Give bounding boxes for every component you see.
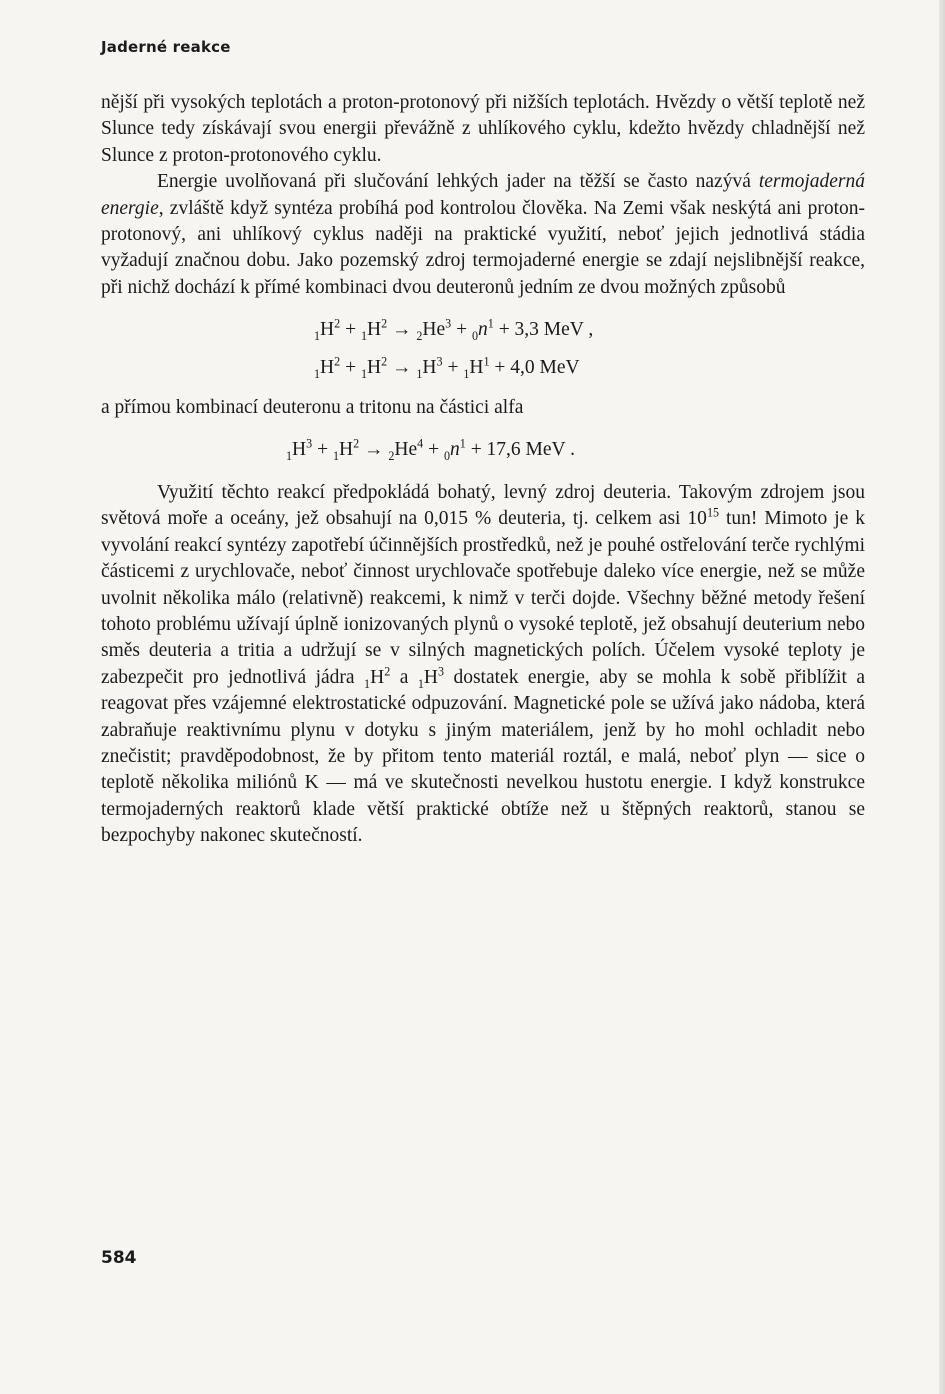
eq2-sub-2: 1: [360, 366, 367, 381]
eq2-sup-2: 2: [381, 354, 388, 369]
eq3-arrow: →: [359, 439, 389, 461]
paragraph-2: [101, 169, 865, 301]
eq1-sup-2: 2: [381, 316, 388, 331]
paragraph-4-part-c: dostatek energie, aby se mohla k sobě přiblížit a reagovat přes vzájemné elektrostatické odpuzování. Magnetické pole se užívá jako nádoba, která zabraňuje reaktivnímu plynu v dotyku s jiným materiálem, jenž by ho mohl ochladit nebo znečistit; pravděpodobnost, že by přitom tento materiál roztál, e malá, neboť plyn — sice o teplotě několika miliónů K — má ve skutečnosti nevelkou hustotu energie. I když konstrukce termojaderných reaktorů klade větší praktické obtíže než u štěpných reaktorů, stanou se bezpochyby nakonec skutečností.: [101, 666, 866, 847]
nucleus-1-symbol: H: [370, 666, 385, 688]
eq1-symbol-1: H: [320, 319, 335, 341]
eq1-symbol-3: He: [422, 319, 446, 341]
equation-1: [101, 317, 865, 343]
eq3-symbol-1: H: [292, 439, 307, 461]
paragraph-4-part-b: tun! Mimoto je k vyvolání reakcí syntézy zapotřebí účinnějších prostředků, než je pouhé ostřelování terče rychlými částicemi z urychlovače, neboť činnost urychlovače spotřebuje daleko více energie, než se může uvolnit několika málo (relativně) reakcemi, k nimž v terči dojde. Všechny běžné metody řešení tohoto problému užívají úplně ionizovaných plynů o vysoké teplotě, jež obsahují deuterium nebo směs deuteria a tritia a udržují se v silných magnetických polích. Účelem vysoké teploty je zabezpečit pro jednotlivá jádra: [101, 508, 865, 688]
eq1-sub-3: 2: [416, 329, 423, 344]
eq3-symbol-2: H: [338, 439, 354, 461]
nucleus-2-sub: 1: [417, 676, 424, 691]
equation-2: [101, 355, 865, 381]
eq2-energy: + 4,0 MeV: [489, 356, 580, 378]
paragraph-4: [101, 480, 865, 850]
eq1-sup-4: 1: [487, 316, 494, 331]
page-edge-shadow: [939, 0, 945, 1394]
eq2-sub-4: 1: [463, 366, 470, 381]
eq3-symbol-4: n: [450, 439, 460, 461]
eq2-symbol-1: H: [320, 356, 335, 378]
eq2-plus-1: +: [340, 356, 361, 378]
eq3-sub-2: 1: [332, 449, 339, 464]
eq3-sub-1: 1: [286, 449, 293, 464]
nucleus-1-sup: 2: [384, 664, 391, 679]
eq3-sup-4: 1: [459, 436, 466, 451]
eq2-sup-1: 2: [334, 354, 341, 369]
eq2-sub-1: 1: [314, 366, 321, 381]
paragraph-1: nější při vysokých teplotách a proton-protonový při nižších teplotách. Hvězdy o větší teplotě než Slunce tedy získávají svou energii převážně z uhlíkového cyklu, kdežto hvězdy chladnější než Slunce z proton-protonového cyklu.: [101, 92, 865, 166]
eq3-sub-3: 2: [388, 449, 395, 464]
nucleus-2-symbol: H: [423, 666, 438, 688]
eq1-plus-2: +: [451, 319, 472, 341]
eq2-symbol-2: H: [366, 356, 382, 378]
eq1-sub-4: 0: [471, 329, 479, 344]
emphasis-term: termojaderná energie: [101, 171, 865, 219]
running-head-title: Jaderné reakce: [101, 38, 231, 56]
eq2-plus-2: +: [442, 356, 464, 378]
paragraph-3: a přímou kombinací deuteronu a tritonu na částici alfa: [101, 397, 524, 419]
paragraph-2-start: Energie uvolňovaná při slučování lehkých jader na těžší se často nazývá: [157, 171, 759, 193]
equation-3: [101, 437, 865, 463]
eq2-symbol-3: H: [422, 356, 437, 378]
nucleus-1-sub: 1: [364, 676, 371, 691]
eq3-sup-3: 4: [417, 436, 424, 451]
eq3-symbol-3: He: [394, 439, 418, 461]
eq1-sup-3: 3: [445, 316, 452, 331]
page-number: 584: [101, 1248, 137, 1268]
eq2-arrow: →: [387, 356, 417, 378]
eq2-sup-3: 3: [436, 354, 443, 369]
eq2-symbol-4: H: [469, 356, 484, 378]
eq1-sub-1: 1: [314, 329, 321, 344]
exponent-15: 15: [706, 505, 720, 520]
eq3-plus-2: +: [423, 439, 444, 461]
body-text: [101, 90, 865, 850]
eq3-plus-1: +: [312, 439, 333, 461]
paragraph-4-part-a: Využití těchto reakcí předpokládá bohatý, levný zdroj deuteria. Takovým zdrojem jsou světová moře a oceány, jež obsahují na 0,015 % deuteria, tj. celkem asi 10: [101, 481, 865, 530]
paragraph-2-rest: , zvláště když syntéza probíhá pod kontrolou člověka. Na Zemi však neskýtá ani proton-protonový, ani uhlíkový cyklus naději na praktické využití, neboť jejich jednotlivá stádia vyžadují značnou dobu. Jako pozemský zdroj termojaderné energie se zdají nejslibnější reakce, při nichž dochází k přímé kombinaci dvou deuteronů jedním ze dvou možných způsobů: [101, 197, 865, 298]
eq3-sub-4: 0: [443, 449, 451, 464]
eq2-sup-4: 1: [483, 354, 490, 369]
paragraph-4-and: a: [390, 666, 418, 688]
eq3-energy: + 17,6 MeV .: [465, 439, 576, 461]
eq3-sup-1: 3: [306, 436, 313, 451]
eq1-symbol-4: n: [478, 319, 488, 341]
nucleus-2-sup: 3: [437, 664, 444, 679]
eq1-plus-1: +: [340, 319, 361, 341]
eq1-arrow: →: [387, 319, 417, 341]
eq1-symbol-2: H: [366, 319, 382, 341]
eq1-sup-1: 2: [334, 316, 341, 331]
eq2-sub-3: 1: [416, 366, 423, 381]
eq3-sup-2: 2: [353, 436, 360, 451]
eq1-sub-2: 1: [360, 329, 367, 344]
eq1-energy: + 3,3 MeV ,: [493, 319, 594, 341]
